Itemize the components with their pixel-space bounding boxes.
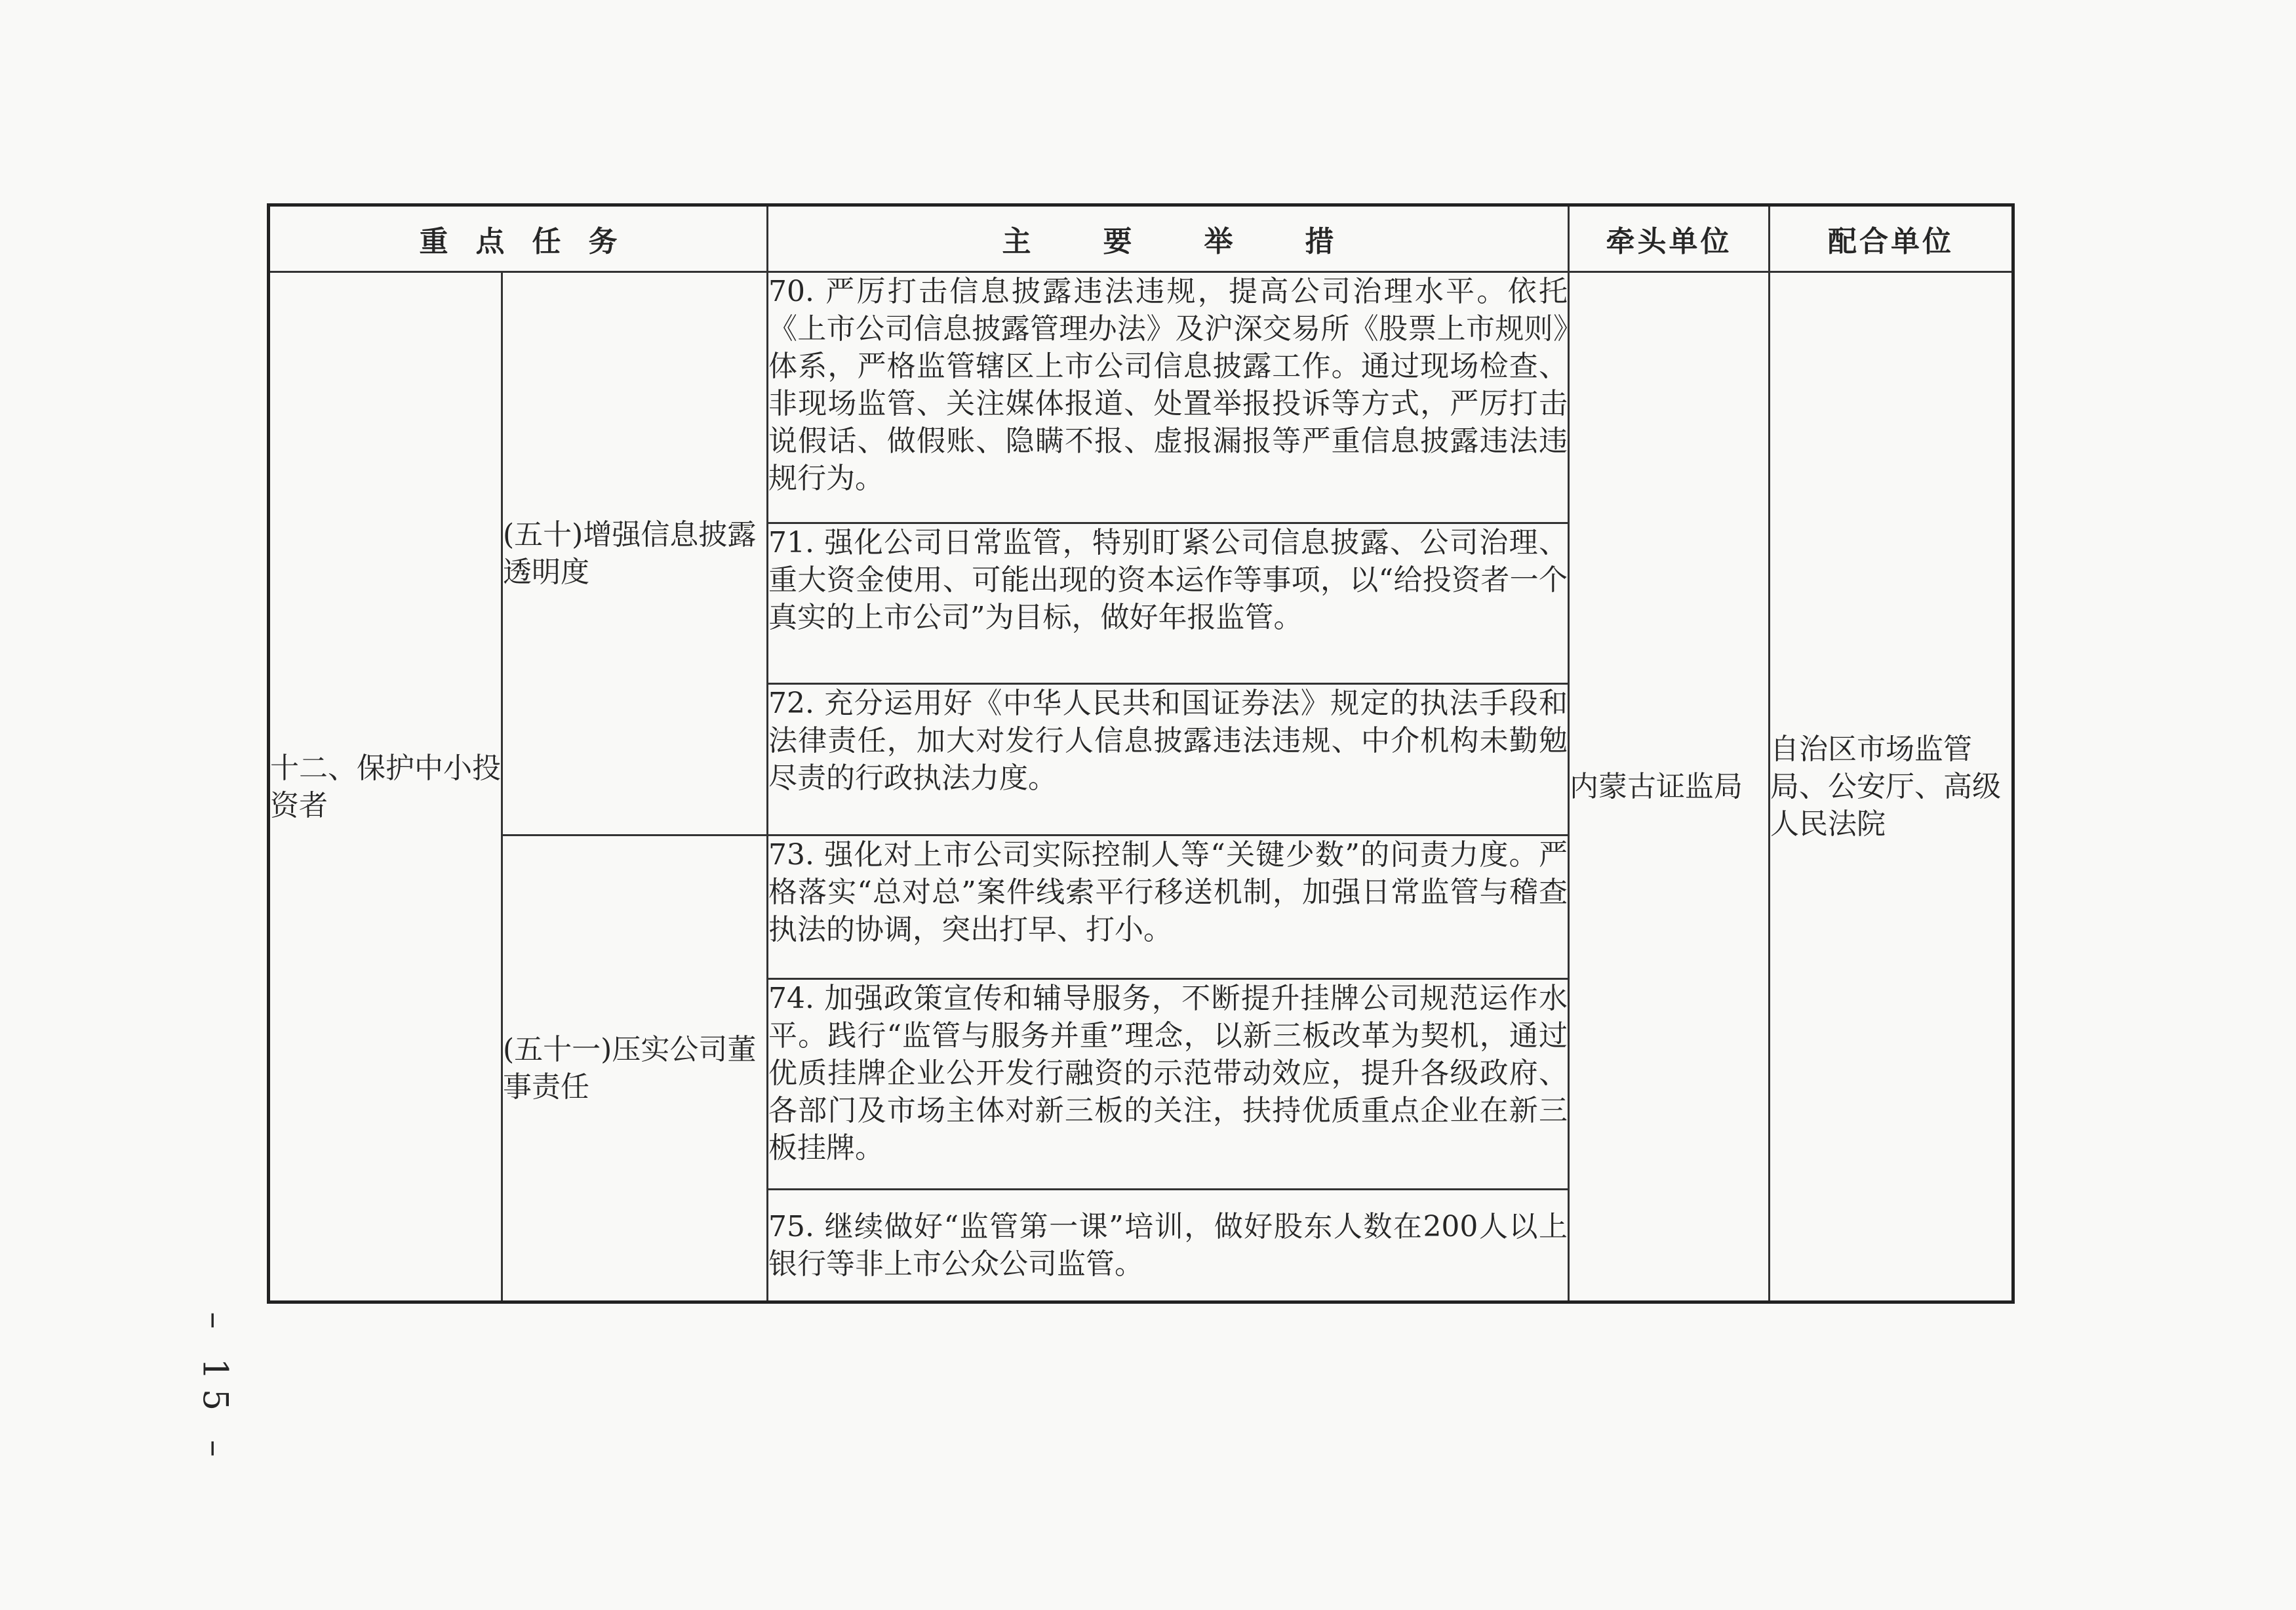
sub-task-cell: (五十)增强信息披露透明度 [502,272,768,835]
measure-cell: 72. 充分运用好《中华人民共和国证券法》规定的执法手段和法律责任，加大对发行人信息披露违法违规、中介机构未勤勉尽责的行政执法力度。 [768,684,1569,835]
table-row [269,272,2013,523]
header-key-task: 重点任务 [269,205,768,272]
measure-cell: 70. 严厉打击信息披露违法违规，提高公司治理水平。依托《上市公司信息披露管理办法》及沪深交易所《股票上市规则》体系，严格监管辖区上市公司信息披露工作。通过现场检查、非现场监管、关注媒体报道、处置举报投诉等方式，严厉打击说假话、做假账、隐瞒不报、虚报漏报等严重信息披露违法违规行为。 [768,272,1569,523]
sub-task-cell: (五十一)压实公司董事责任 [502,835,768,1302]
page-number: – 15 – [195,1312,235,1466]
measure-cell: 73. 强化对上市公司实际控制人等“关键少数”的问责力度。严格落实“总对总”案件线索平行移送机制，加强日常监管与稽查执法的协调，突出打早、打小。 [768,835,1569,979]
key-task-cell: 十二、保护中小投资者 [269,272,502,1302]
coop-unit-cell: 自治区市场监管局、公安厅、高级人民法院 [1770,272,2013,1302]
lead-unit-cell: 内蒙古证监局 [1569,272,1770,1302]
header-measures: 主要举措 [768,205,1569,272]
task-table [267,203,2015,1304]
measure-cell: 74. 加强政策宣传和辅导服务，不断提升挂牌公司规范运作水平。践行“监管与服务并重”理念，以新三板改革为契机，通过优质挂牌企业公开发行融资的示范带动效应，提升各级政府、各部门及市场主体对新三板的关注，扶持优质重点企业在新三板挂牌。 [768,979,1569,1190]
header-lead-unit: 牵头单位 [1569,205,1770,272]
measure-cell: 71. 强化公司日常监管，特别盯紧公司信息披露、公司治理、重大资金使用、可能出现的资本运作等事项，以“给投资者一个真实的上市公司”为目标，做好年报监管。 [768,523,1569,684]
header-row [269,205,2013,272]
header-coop-unit: 配合单位 [1770,205,2013,272]
measure-cell: 75. 继续做好“监管第一课”培训，做好股东人数在200人以上银行等非上市公众公司监管。 [768,1190,1569,1302]
